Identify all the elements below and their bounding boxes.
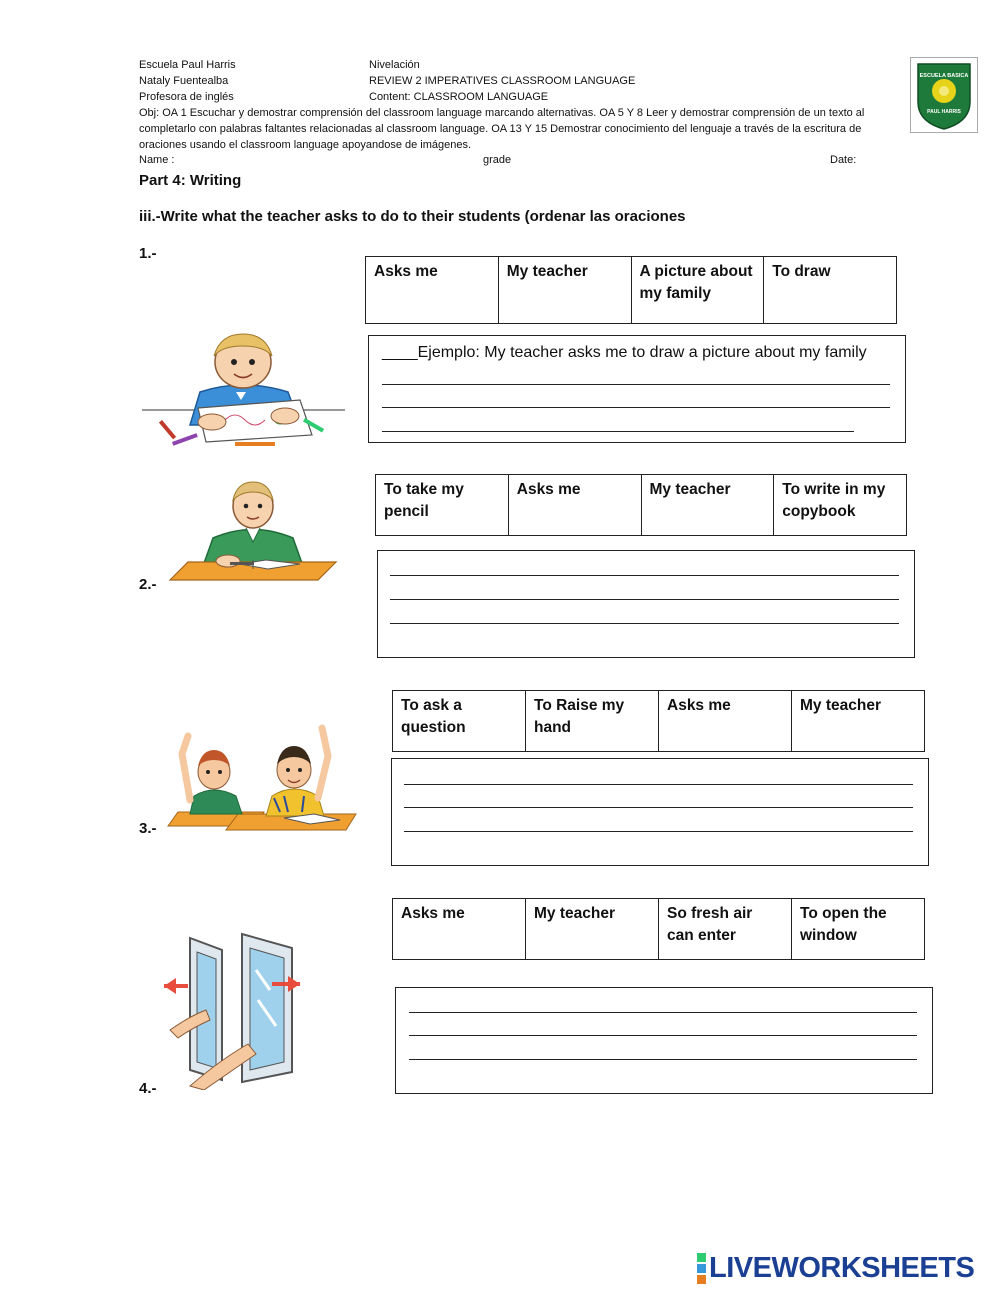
logo-bottom-text: PAUL HARRIS xyxy=(927,109,961,115)
answer-line[interactable] xyxy=(382,384,890,385)
exercise-number-4: 4.- xyxy=(139,1080,157,1097)
school-crest-icon xyxy=(911,58,977,132)
objective-text: Obj: OA 1 Escuchar y demostrar comprensión del classroom language marcando alternativas. OA 5 Y 8 Leer y demostrar comprensión de un texto al completarlo con palabras faltantes relacionadas al classroom language. OA 13 Y 15 Demostrar conocimiento del lenguaje a través de la escritura de oraciones usando el classroom language apoyandose de imágenes. xyxy=(139,107,865,151)
word-table-2 xyxy=(375,474,907,536)
grade-label: grade xyxy=(483,154,512,166)
exercise-number-2: 2.- xyxy=(139,576,157,593)
brand-blocks-icon xyxy=(697,1252,706,1285)
date-label: Date: xyxy=(830,154,857,166)
answer-line[interactable] xyxy=(390,575,899,576)
answer-line[interactable] xyxy=(409,1035,917,1036)
word-card[interactable]: To Raise my hand xyxy=(526,691,659,752)
answer-line[interactable] xyxy=(390,599,899,600)
word-card[interactable]: Asks me xyxy=(393,899,526,960)
review-title: REVIEW 2 IMPERATIVES CLASSROOM LANGUAGE xyxy=(369,75,636,87)
open-window-illustration xyxy=(160,930,305,1090)
brand-name: LIVEWORKSHEETS xyxy=(709,1252,975,1284)
word-card[interactable]: To write in my copybook xyxy=(774,475,907,536)
word-card[interactable]: Asks me xyxy=(366,257,499,324)
part-title: Part 4: Writing xyxy=(139,172,242,189)
answer-box-3[interactable] xyxy=(391,758,929,866)
word-card[interactable]: My teacher xyxy=(792,691,925,752)
school-logo xyxy=(910,57,978,133)
word-table-3 xyxy=(392,690,925,752)
answer-line[interactable] xyxy=(404,784,913,785)
teacher-role: Profesora de inglés xyxy=(139,91,234,103)
word-card[interactable]: To ask a question xyxy=(393,691,526,752)
word-table-4 xyxy=(392,898,925,960)
boy-drawing-illustration xyxy=(140,330,350,460)
word-card[interactable]: My teacher xyxy=(526,899,659,960)
answer-line[interactable] xyxy=(409,1012,917,1013)
answer-line[interactable] xyxy=(404,807,913,808)
answer-box-4[interactable] xyxy=(395,987,933,1094)
word-card[interactable]: A picture about my family xyxy=(631,257,764,324)
content-label: Content: CLASSROOM LANGUAGE xyxy=(369,91,549,103)
word-card[interactable]: So fresh air can enter xyxy=(659,899,792,960)
word-card[interactable]: Asks me xyxy=(508,475,641,536)
boy-writing-illustration xyxy=(168,476,338,586)
word-card[interactable]: To open the window xyxy=(792,899,925,960)
kids-raising-hands-illustration xyxy=(164,716,362,836)
word-card[interactable]: To take my pencil xyxy=(376,475,509,536)
answer-line[interactable] xyxy=(409,1059,917,1060)
word-card[interactable]: To draw xyxy=(764,257,897,324)
exercise-number-1: 1.- xyxy=(139,245,157,262)
word-card[interactable]: My teacher xyxy=(498,257,631,324)
level-label: Nivelación xyxy=(369,59,420,71)
answer-line[interactable] xyxy=(382,431,854,432)
instruction-text: iii.-Write what the teacher asks to do to their students (ordenar las oraciones xyxy=(139,208,686,225)
teacher-name: Nataly Fuentealba xyxy=(139,75,229,87)
answer-line[interactable] xyxy=(404,831,913,832)
logo-top-text: ESCUELA BASICA xyxy=(919,73,969,79)
answer-box-2[interactable] xyxy=(377,550,915,658)
answer-line[interactable] xyxy=(382,407,890,408)
school-name: Escuela Paul Harris xyxy=(139,59,236,71)
word-table-1 xyxy=(365,256,897,324)
liveworksheets-logo xyxy=(697,1252,974,1285)
name-label: Name : xyxy=(139,154,175,166)
answer-line[interactable] xyxy=(390,623,899,624)
word-card[interactable]: My teacher xyxy=(641,475,774,536)
exercise-number-3: 3.- xyxy=(139,820,157,837)
word-card[interactable]: Asks me xyxy=(659,691,792,752)
example-sentence: ____Ejemplo: My teacher asks me to draw a picture about my family xyxy=(382,344,867,361)
answer-box-1[interactable] xyxy=(368,335,906,443)
